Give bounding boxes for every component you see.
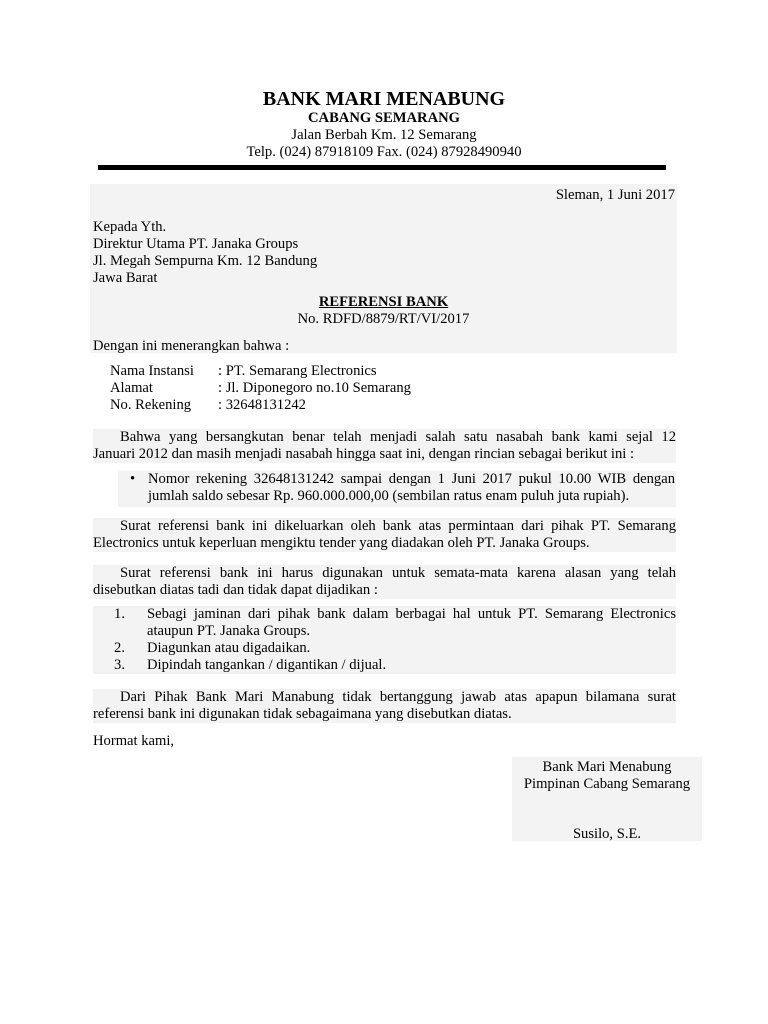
recipient-line: Jawa Barat [93,270,158,286]
list-item [93,657,676,674]
paragraph-restrictions [93,565,676,599]
paragraph-line: Surat referensi bank ini harus digunakan untuk semata-mata karena alasan yang telah [93,565,676,582]
recipient-line: Direktur Utama PT. Janaka Groups [93,236,299,252]
bullet-line: jumlah saldo sebesar Rp. 960.000.000,00 (sembilan ratus enam puluh juta rupiah). [148,488,630,504]
intro-text: Dengan ini menerangkan bahwa : [93,338,290,354]
bullet-icon: • [130,471,136,487]
signature-bank: Bank Mari Menabung [542,759,672,775]
field-label: Nama Instansi [110,363,194,379]
field-row [110,380,411,397]
list-line: ataupun PT. Janaka Groups. [147,623,311,639]
list-number: 3. [114,657,125,673]
reference-title: REFERENSI BANK [318,294,449,310]
letterhead-divider [98,165,666,170]
customer-fields [110,363,411,414]
restriction-list [93,606,676,674]
paragraph-line: referensi bank ini digunakan tidak sebagaimana yang disebutkan diatas. [93,706,676,723]
paragraph-membership [93,429,676,463]
paragraph-line: Dari Pihak Bank Mari Manabung tidak bertanggung jawab atas apapun bilamana surat [93,689,676,706]
recipient-line: Kepada Yth. [93,219,167,235]
field-row [110,363,411,380]
paragraph-purpose [93,518,676,552]
list-item [93,606,676,640]
paragraph-line: disebutkan diatas tadi dan tidak dapat dijadikan : [93,582,676,599]
list-item [93,640,676,657]
list-line: Dipindah tangankan / digantikan / dijual. [147,657,387,673]
signature-role: Pimpinan Cabang Semarang [523,776,691,792]
paragraph-line: Bahwa yang bersangkutan benar telah menjadi salah satu nasabah bank kami sejal 12 [93,429,676,446]
reference-number: No. RDFD/8879/RT/VI/2017 [297,311,470,327]
field-value: : 32648131242 [218,397,306,413]
branch-name: CABANG SEMARANG [307,110,461,126]
field-value: : PT. Semarang Electronics [218,363,377,379]
bank-phone: Telp. (024) 87918109 Fax. (024) 87928490940 [246,144,522,160]
list-number: 2. [114,640,125,656]
field-label: No. Rekening [110,397,192,413]
recipient-block [93,219,317,287]
recipient-line: Jl. Megah Sempurna Km. 12 Bandung [93,253,318,269]
paragraph-line: Surat referensi bank ini dikeluarkan oleh bank atas permintaan dari pihak PT. Semarang [93,518,676,535]
field-label: Alamat [110,380,153,396]
list-line: Sebagi jaminan dari pihak bank dalam berbagai hal untuk PT. Semarang Electronics [147,606,676,622]
signature-name: Susilo, S.E. [572,826,642,842]
letter-date: Sleman, 1 Juni 2017 [555,187,675,203]
closing-salutation: Hormat kami, [93,733,175,749]
paragraph-disclaimer [93,689,676,723]
paragraph-line: Januari 2012 dan masih menjadi nasabah hingga saat ini, dengan rincian sebagai berikut ini : [93,446,676,463]
list-line: Diagunkan atau digadaikan. [147,640,311,656]
paragraph-line: Electronics untuk keperluan mengiktu tender yang diadakan oleh PT. Janaka Groups. [93,535,676,552]
bullet-item [148,471,675,505]
field-row [110,397,411,414]
bullet-line: Nomor rekening 32648131242 sampai dengan 1 Juni 2017 pukul 10.00 WIB dengan [148,471,675,487]
bank-address: Jalan Berbah Km. 12 Semarang [291,127,477,143]
field-value: : Jl. Diponegoro no.10 Semarang [218,380,411,396]
list-number: 1. [114,606,125,622]
bank-name: BANK MARI MENABUNG [262,88,506,110]
